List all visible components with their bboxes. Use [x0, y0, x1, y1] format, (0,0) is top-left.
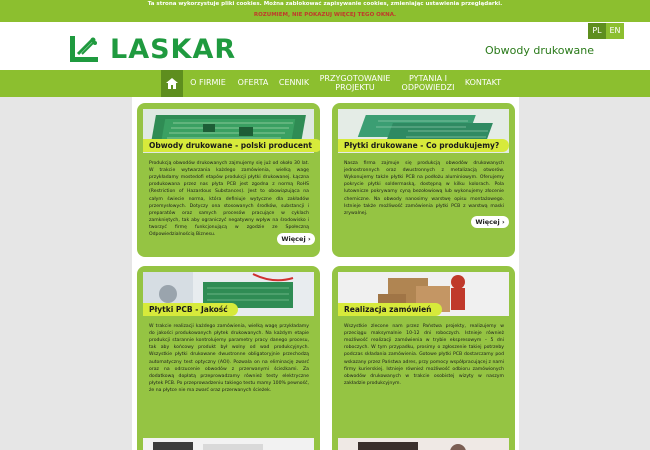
laskar-logo-icon[interactable] [68, 34, 100, 64]
lang-pl-button[interactable]: PL [588, 23, 606, 39]
box-title: Obwody drukowane - polski producent [143, 139, 320, 152]
box-text: W trakcie realizacji każdego zamówienia, wielką wagę przykładamy do jakości produkowanych płytek drukowanych. Na każdym etapie produkcji starannie kontrolujemy parametry pracy danego procesu, tak aby końcowy produkt był wolny od wad produkcyjnych. Wszystkie płytki drukowane dwustronne obligatoryjnie przechodzą automatyczny test optyczny (AOI). Pozwala on na eliminację zwarć oraz na odrzucenie obwodów z przerwanymi ścieżkami. Za dodatkową dopłatą przeprowadzamy również testy elektryczne płytek PCB. Po przeprowadzeniu takiego testu mamy 100% pewność, że na płytce nie ma zwarć oraz przerwanych ścieżek. [149, 324, 309, 393]
more-label: Więcej [281, 235, 306, 243]
info-box-obwody-drukowane [137, 103, 320, 257]
nav-home-button[interactable] [161, 70, 183, 97]
info-box-co-produkujemy [332, 103, 515, 257]
nav-item-cennik[interactable]: CENNIK [278, 78, 310, 88]
arrow-right-icon: › [501, 218, 505, 226]
tagline: Obwody drukowane [485, 44, 595, 57]
home-icon [161, 70, 183, 97]
info-box-jakosc [137, 266, 320, 450]
phone-image [338, 438, 509, 450]
box-title: Płytki PCB - Jakość [143, 303, 238, 316]
box-title: Realizacja zamówień [338, 303, 442, 316]
cookie-bar [0, 0, 650, 22]
box-text: Wszystkie zlecone nam przez Państwa projekty, realizujemy w przeciągu maksymalnie 10-12 dni roboczych. Istnieje również możliwość realizacji zamówienia w trybie ekspresowym – 5 dni roboczych. W tym przypadku, prosimy o zgłoszenie takiej potrzeby podczas składania zamówienia. Gotowe płytki PCB dostarczamy pod wskazany przez Państwa adres, przy pomocy współpracującej z nami firmy kurierskiej. Istnieje również możliwość odbioru zamówionych obwodów drukowanych w trakcie osobistej wizyty w naszym zakładzie produkcyjnym. [344, 324, 504, 386]
nav-item-o-firmie[interactable]: O FIRMIE [190, 78, 226, 88]
box-text: Nasza firma zajmuje się produkcją obwodów drukowanych jednostronnych oraz dwustronnych z metalizacją otworów. Wykonujemy także płytki PCB na podłożu aluminiowym. Oferujemy pokrycie płytki soldermaską, dostępną w kilku kolorach. Pola lutownicze pokrywamy cyną bezołowiową lub wykonujemy złocenie chemiczne. Na obwody nanosimy warstwę opisu montażowego. Istnieje także możliwość zamówienia płytki PCB z warstwą maski zrywalnej. [344, 161, 504, 216]
news-image [143, 438, 314, 450]
header [0, 22, 650, 70]
lang-en-button[interactable]: EN [606, 23, 624, 39]
main-nav [0, 70, 650, 97]
content-area [132, 97, 519, 450]
box-title: Płytki drukowane - Co produkujemy? [338, 139, 509, 152]
info-box-realizacja-zamowien [332, 266, 515, 450]
more-label: Więcej [475, 218, 500, 226]
more-button[interactable] [277, 233, 315, 245]
nav-item-kontakt[interactable]: KONTAKT [464, 78, 502, 88]
more-button[interactable] [471, 216, 509, 228]
cookie-accept-link[interactable]: ROZUMIEM, NIE POKAZUJ WIĘCEJ TEGO OKNA. [253, 12, 397, 18]
nav-item-oferta[interactable]: OFERTA [237, 78, 269, 88]
arrow-right-icon: › [307, 235, 311, 243]
info-box-contact [332, 432, 515, 450]
box-text: Produkcją obwodów drukowanych zajmujemy się już od około 30 lat. W trakcie wytwarzania każdego zamówienia, wielką wagę przykładamy mostedofi etapów produkcji płytki drukowanej. Łączna produkowana przez nas płyta PCB jest zgodna z normą RoHS (Restriction of Hazardous Substances). Jest to obowiązująca na całym świecie norma, która definiuje wytyczne dla zakładów przemysłowych. Dotyczy ona stosowanych środków, substancji i preparatów oraz samych procesów pracujące w cyklach zamkniętych, tak aby ograniczyć negatywny wpływ na środowisko i tworzyć firmę funkcjonującą w zgodzie ze Społeczną Odpowiedzialnością Biznesu. [149, 161, 309, 238]
nav-item-pytania-i-odpowiedzi[interactable]: PYTANIA I ODPOWIEDZI [401, 74, 455, 92]
nav-item-przygotowanie-projektu[interactable]: PRZYGOTOWANIE PROJEKTU [319, 74, 391, 92]
info-box-news [137, 432, 320, 450]
logo-text[interactable]: LASKAR [110, 34, 237, 65]
cookie-text: Ta strona wykorzystuje pliki cookies. Można zablokować zapisywanie cookies, zmieniając ustawienia przeglądarki. [147, 1, 503, 7]
